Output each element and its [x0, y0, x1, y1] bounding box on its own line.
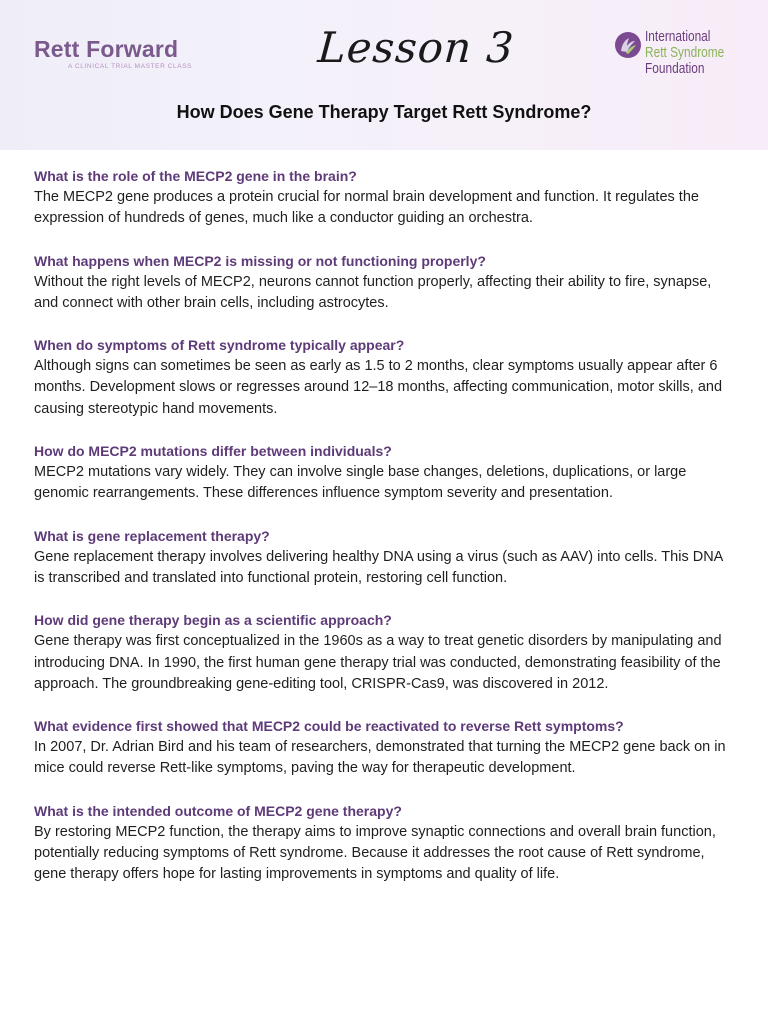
question: When do symptoms of Rett syndrome typically appear?	[34, 337, 405, 354]
question: What happens when MECP2 is missing or not functioning properly?	[34, 252, 486, 269]
answer: Although signs can sometimes be seen as early as 1.5 to 2 months, clear symptoms usually appear after 6 months. Development slows or regresses around 12–18 months, affecting communication, motor skills, and causing stereotypic hand movements.	[34, 358, 723, 417]
irsf-line-foundation: Foundation	[645, 61, 705, 77]
rett-forward-name: Rett Forward	[34, 36, 179, 62]
irsf-logo	[614, 29, 744, 81]
irsf-line-international: International	[645, 29, 711, 45]
irsf-line-rett-syndrome: Rett Syndrome	[645, 45, 725, 61]
answer: In 2007, Dr. Adrian Bird and his team of researchers, demonstrated that turning the MECP2 gene back on in mice could reverse Rett-like symptoms, paving the way for therapeutic development.	[34, 739, 726, 777]
qa-item	[34, 441, 734, 505]
irsf-hands-icon	[614, 31, 642, 59]
qa-item	[34, 801, 734, 886]
rett-forward-logo	[34, 36, 193, 70]
rett-forward-tagline: A CLINICAL TRIAL MASTER CLASS	[68, 63, 193, 70]
question: What is gene replacement therapy?	[34, 527, 270, 544]
question: How did gene therapy begin as a scientific approach?	[34, 612, 392, 629]
page-header	[0, 0, 768, 150]
qa-item	[34, 166, 734, 230]
question: What is the role of the MECP2 gene in the brain?	[34, 168, 357, 184]
question: What evidence first showed that MECP2 could be reactivated to reverse Rett symptoms?	[34, 718, 624, 735]
answer: Without the right levels of MECP2, neurons cannot function properly, affecting their ability to fire, synapse, and connect with other brain cells, including astrocytes.	[34, 273, 712, 311]
page-title: How Does Gene Therapy Target Rett Syndrome?	[176, 102, 592, 122]
qa-item	[34, 251, 734, 315]
qa-item	[34, 335, 734, 420]
answer: MECP2 mutations vary widely. They can involve single base changes, deletions, duplications, or large genomic rearrangements. These differences influence symptom severity and presentation.	[34, 464, 687, 502]
qa-item	[34, 716, 734, 780]
qa-item	[34, 610, 734, 695]
answer: The MECP2 gene produces a protein crucial for normal brain development and function. It regulates the expression of hundreds of genes, much like a conductor guiding an orchestra.	[34, 189, 699, 227]
qa-item	[34, 526, 734, 590]
question: How do MECP2 mutations differ between individuals?	[34, 443, 392, 460]
lesson-heading: Lesson 3	[316, 23, 517, 72]
answer: By restoring MECP2 function, the therapy aims to improve synaptic connections and overall brain function, potentially reducing symptoms of Rett syndrome. Because it addresses the root cause of Rett syndrome, gene therapy offers hope for lasting improvements in symptoms and quality of life.	[34, 823, 716, 883]
answer: Gene replacement therapy involves delivering healthy DNA using a virus (such as AAV) into cells. This DNA is transcribed and translated into functional protein, restoring cell function.	[34, 548, 723, 586]
answer: Gene therapy was first conceptualized in the 1960s as a way to treat genetic disorders by manipulating and introducing DNA. In 1990, the first human gene therapy trial was conducted, demonstrating feasibility of the approach. The groundbreaking gene-editing tool, CRISPR-Cas9, was discovered in 2012.	[34, 633, 722, 692]
question: What is the intended outcome of MECP2 gene therapy?	[34, 802, 402, 819]
qa-list	[34, 166, 734, 907]
irsf-wordmark	[645, 29, 724, 77]
